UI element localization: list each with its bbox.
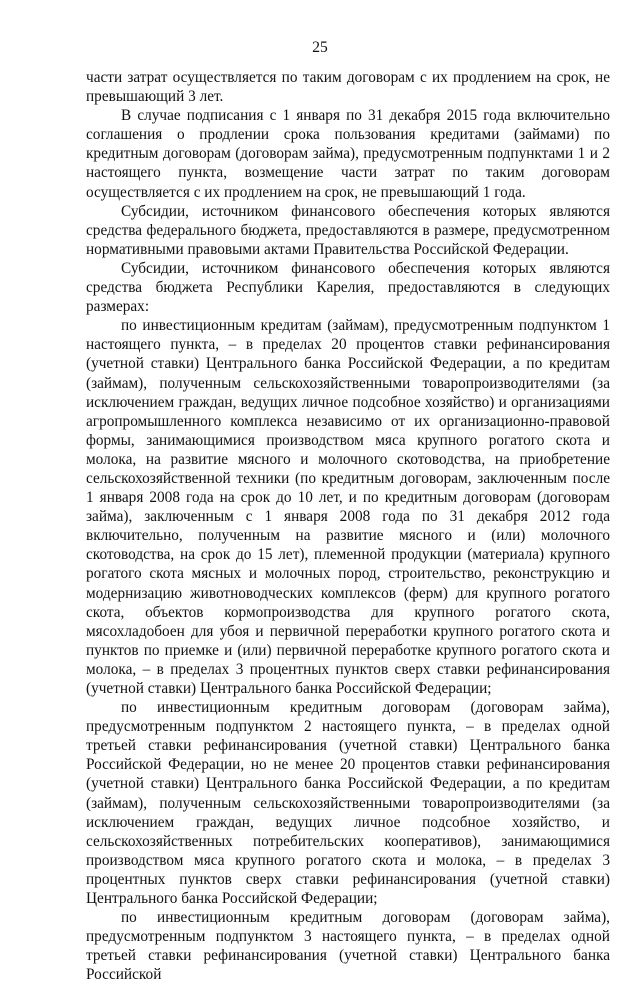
paragraph-karelia-subsidies: Субсидии, источником финансового обеспечения которых являются средства бюджета Республики Карелия, предоставляются в следующих размерах:	[86, 259, 610, 316]
page-number: 25	[312, 39, 328, 56]
paragraph-federal-subsidies: Субсидии, источником финансового обеспечения которых являются средства федерального бюджета, предоставляются в размере, предусмотренном нормативными правовыми актами Правительства Российской Федерации.	[86, 202, 610, 258]
document-body	[86, 68, 610, 985]
paragraph-investment-loans-subpoint-2: по инвестиционным кредитным договорам (договорам займа), предусмотренным подпунктом 2 настоящего пункта, – в пределах одной третьей ставки рефинансирования (учетной ставки) Центрального банка Российской Федерации, но не менее 20 процентов ставки рефинансирования (учетной ставки) Центрального банка Российской Федерации, а по кредитам (займам), полученным сельскохозяйственными товаропроизводителями (за исключением граждан, ведущих личное подсобное хозяйство, и сельскохозяйственных потребительских кооперативов), занимающимися производством мяса крупного рогатого скота и молока, – в пределах 3 процентных пунктов сверх ставки рефинансирования (учетной ставки) Центрального банка Российской Федерации;	[86, 699, 610, 908]
paragraph-extension-2015: В случае подписания с 1 января по 31 декабря 2015 года включительно соглашения о продлении срока пользования кредитами (займами) по кредитным договорам (договорам займа), предусмотренным подпунктами 1 и 2 настоящего пункта, возмещение части затрат по таким договорам осуществляется с их продлением на срок, не превышающий 1 года.	[86, 107, 610, 201]
paragraph-investment-loans-subpoint-3: по инвестиционным кредитным договорам (договорам займа), предусмотренным подпунктом 3 настоящего пункта, – в пределах одной третьей ставки рефинансирования (учетной ставки) Центрального банка Российской	[86, 909, 610, 984]
paragraph-continuation: части затрат осуществляется по таким договорам с их продлением на срок, не превышающий 3 лет.	[86, 69, 610, 106]
paragraph-investment-loans-subpoint-1: по инвестиционным кредитам (займам), предусмотренным подпунктом 1 настоящего пункта, – в пределах 20 процентов ставки рефинансирования (учетной ставки) Центрального банка Российской Федерации, а по кредитам (займам), полученным сельскохозяйственными товаропроизводителями (за исключением граждан, ведущих личное подсобное хозяйство) и организациями агропромышленного комплекса независимо от их организационно-правовой формы, занимающимися производством мяса крупного рогатого скота и молока, на развитие мясного и молочного скотоводства, на приобретение сельскохозяйственной техники (по кредитным договорам, заключенным после 1 января 2008 года на срок до 10 лет, и по кредитным договорам (договорам займа), заключенным с 1 января 2008 года по 31 декабря 2012 года включительно, полученным на развитие мясного и (или) молочного скотоводства, на срок до 15 лет), племенной продукции (материала) крупного рогатого скота мясных и молочных пород, строительство, реконструкцию и модернизацию животноводческих комплексов (ферм) для крупного рогатого скота, объектов кормопроизводства для крупного рогатого скота, мясохладобоен для убоя и первичной переработки крупного рогатого скота и пунктов по приемке и (или) первичной переработке крупного рогатого скота и молока, – в пределах 3 процентных пунктов сверх ставки рефинансирования (учетной ставки) Центрального банка Российской Федерации;	[86, 317, 610, 697]
